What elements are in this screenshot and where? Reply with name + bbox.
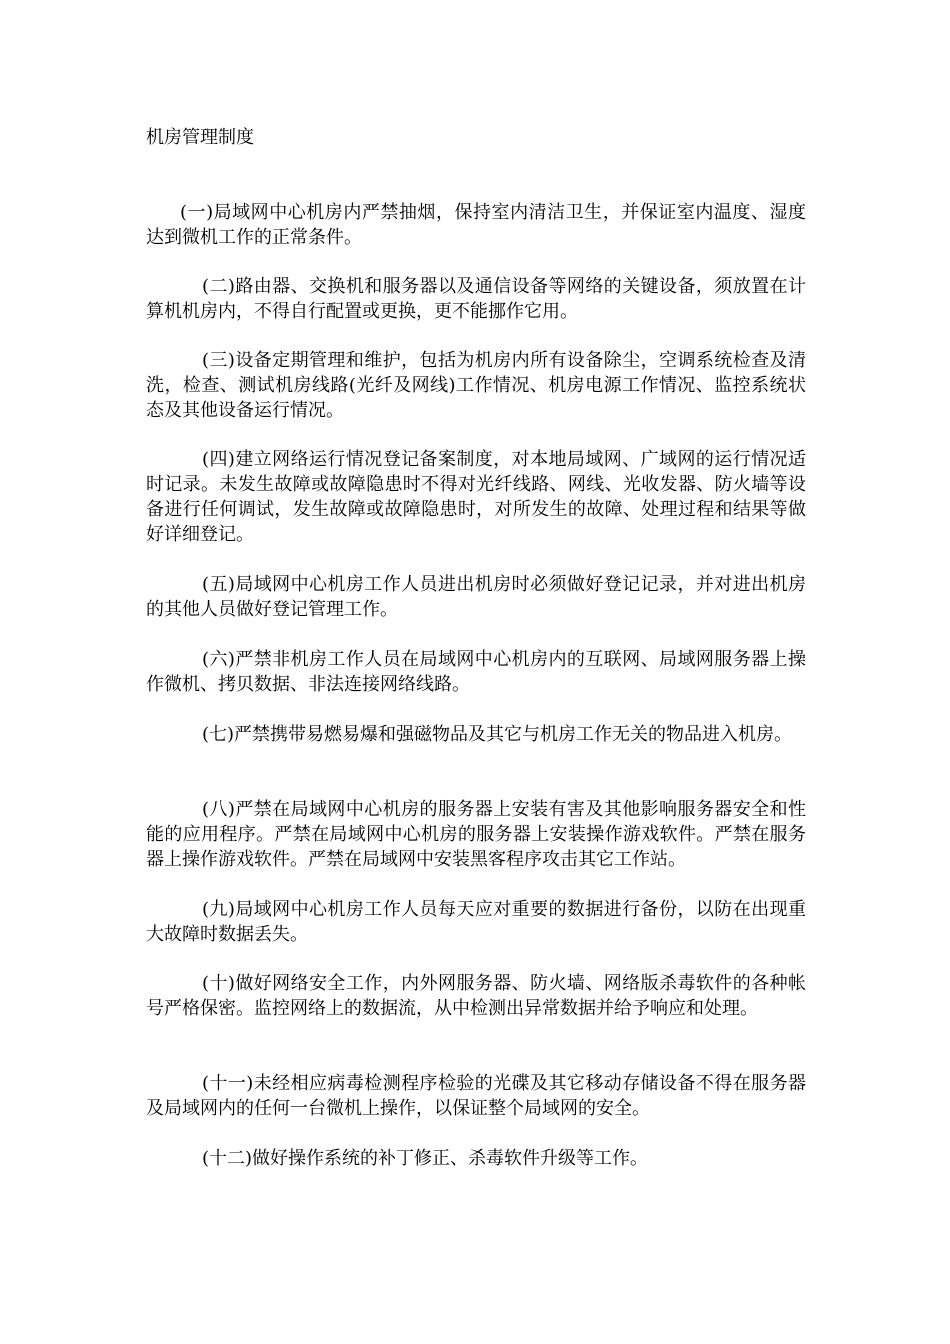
rule-paragraph-4: (四)建立网络运行情况登记备案制度，对本地局域网、广域网的运行情况适时记录。未发生故障或故障隐患时不得对光纤线路、网线、光收发器、防火墙等设备进行任何调试，发生故障或故障隐患时，对所发生的故障、处理过程和结果等做好详细登记。 <box>146 449 806 545</box>
rule-paragraph-10: (十)做好网络安全工作，内外网服务器、防火墙、网络版杀毒软件的各种帐号严格保密。监控网络上的数据流，从中检测出异常数据并给予响应和处理。 <box>146 973 806 1019</box>
rule-paragraph-6: (六)严禁非机房工作人员在局域网中心机房内的互联网、局域网服务器上操作微机、拷贝数据、非法连接网络线路。 <box>146 649 806 695</box>
rule-paragraph-1: (一)局域网中心机房内严禁抽烟，保持室内清洁卫生，并保证室内温度、湿度达到微机工作的正常条件。 <box>146 202 806 248</box>
rule-paragraph-7: (七)严禁携带易燃易爆和强磁物品及其它与机房工作无关的物品进入机房。 <box>202 724 793 745</box>
rule-paragraph-2: (二)路由器、交换机和服务器以及通信设备等网络的关键设备，须放置在计算机机房内，不得自行配置或更换，更不能挪作它用。 <box>146 276 806 322</box>
rule-paragraph-5: (五)局域网中心机房工作人员进出机房时必须做好登记记录，并对进出机房的其他人员做好登记管理工作。 <box>146 574 806 620</box>
rule-paragraph-11: (十一)未经相应病毒检测程序检验的光碟及其它移动存储设备不得在服务器及局域网内的任何一台微机上操作，以保证整个局域网的安全。 <box>146 1073 806 1119</box>
rule-paragraph-12: (十二)做好操作系统的补丁修正、杀毒软件升级等工作。 <box>202 1148 649 1169</box>
rule-paragraph-9: (九)局域网中心机房工作人员每天应对重要的数据进行备份，以防在出现重大故障时数据丢失。 <box>146 899 806 945</box>
rule-paragraph-3: (三)设备定期管理和维护，包括为机房内所有设备除尘，空调系统检查及清洗，检查、测试机房线路(光纤及网线)工作情况、机房电源工作情况、监控系统状态及其他设备运行情况。 <box>146 350 806 421</box>
document-title: 机房管理制度 <box>146 127 254 148</box>
rule-paragraph-8: (八)严禁在局域网中心机房的服务器上安装有害及其他影响服务器安全和性能的应用程序。严禁在局域网中心机房的服务器上安装操作游戏软件。严禁在服务器上操作游戏软件。严禁在局域网中安装黑客程序攻击其它工作站。 <box>146 799 806 870</box>
